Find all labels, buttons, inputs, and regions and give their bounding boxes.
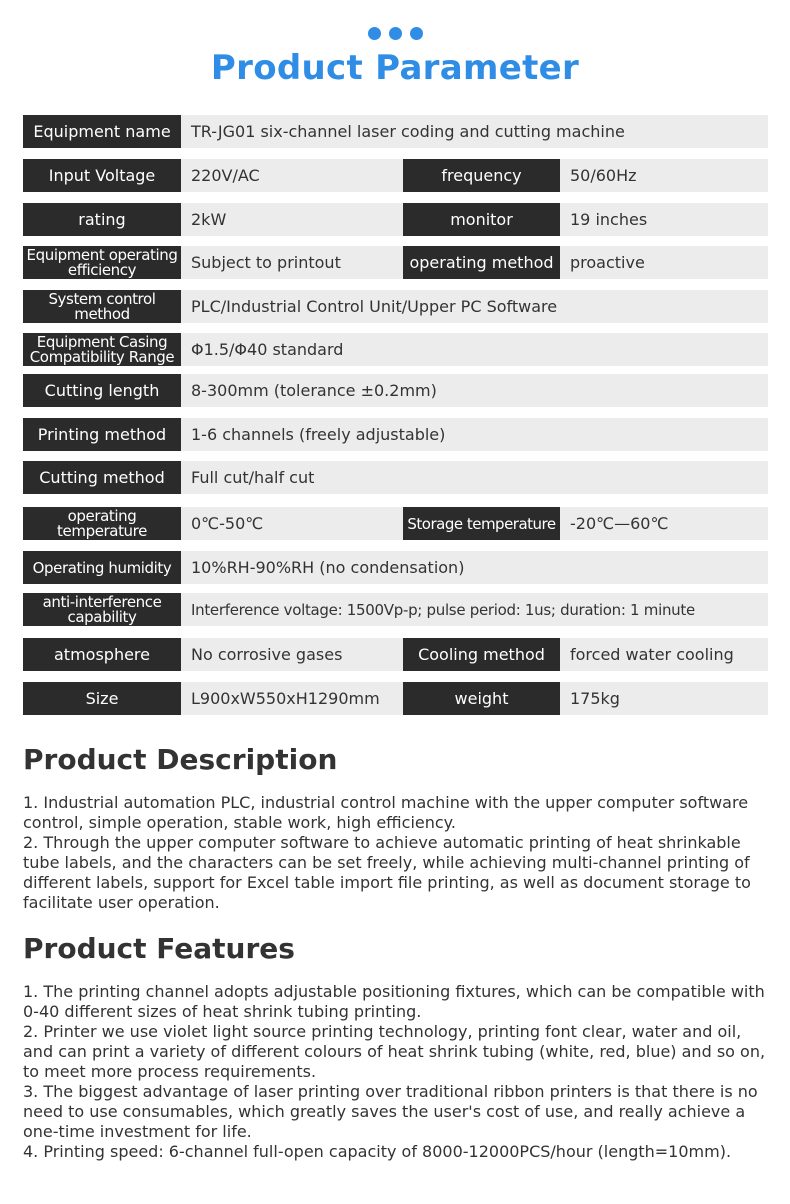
decorative-dots <box>0 27 790 40</box>
param-value: 175kg <box>560 682 768 715</box>
param-value: proactive <box>560 246 768 279</box>
table-row <box>23 461 768 494</box>
param-label: anti-interference capability <box>23 593 181 626</box>
param-label: Operating humidity <box>23 551 181 584</box>
features-text: 1. The printing channel adopts adjustable positioning fixtures, which can be compatible with 0-40 different sizes of heat shrink tubing printing. 2. Printer we use violet light source printing technology, printing font clear, water and oil, and can print a variety of different colours of heat shrink tubing (white, red, blue) and so on, to meet more process requirements. 3. The biggest advantage of laser printing over traditional ribbon printers is that there is no need to use consumables, which greatly saves the user's cost of use, and really achieve a one-time investment for life. 4. Printing speed: 6-channel full-open capacity of 8000-12000PCS/hour (length=10mm). <box>23 982 766 1161</box>
param-label: Storage temperature <box>403 507 560 540</box>
param-label: System control method <box>23 290 181 323</box>
dot <box>368 27 381 40</box>
param-value: PLC/Industrial Control Unit/Upper PC Software <box>181 290 768 323</box>
table-row <box>23 374 768 407</box>
param-label: weight <box>403 682 560 715</box>
param-label: operating temperature <box>23 507 181 540</box>
param-value: Φ1.5/Φ40 standard <box>181 333 768 366</box>
param-label: Printing method <box>23 418 181 451</box>
param-label: Equipment name <box>23 115 181 148</box>
param-value: L900xW550xH1290mm <box>181 682 403 715</box>
param-value: Subject to printout <box>181 246 403 279</box>
param-value: 1-6 channels (freely adjustable) <box>181 418 768 451</box>
table-row <box>23 203 768 236</box>
param-value: 10%RH-90%RH (no condensation) <box>181 551 768 584</box>
param-value: 0℃-50℃ <box>181 507 403 540</box>
param-value: 19 inches <box>560 203 768 236</box>
param-value: Interference voltage: 1500Vp-p; pulse period: 1us; duration: 1 minute <box>181 593 768 626</box>
param-label: Cutting method <box>23 461 181 494</box>
table-row <box>23 551 768 584</box>
dot <box>389 27 402 40</box>
table-row <box>23 593 768 626</box>
param-value: Full cut/half cut <box>181 461 768 494</box>
param-label: Size <box>23 682 181 715</box>
description-text: 1. Industrial automation PLC, industrial control machine with the upper computer software control, simple operation, stable work, high efficiency. 2. Through the upper computer software to achieve automatic printing of heat shrinkable tube labels, and the characters can be set freely, while achieving multi-channel printing of different labels, support for Excel table import file printing, as well as document storage to facilitate user operation. <box>23 793 751 912</box>
param-value: forced water cooling <box>560 638 768 671</box>
table-row <box>23 290 768 323</box>
param-label: monitor <box>403 203 560 236</box>
param-label: Equipment Casing Compatibility Range <box>23 333 181 366</box>
table-row <box>23 333 768 366</box>
param-value: No corrosive gases <box>181 638 403 671</box>
param-label: Cutting length <box>23 374 181 407</box>
param-value: 220V/AC <box>181 159 403 192</box>
param-value: 2kW <box>181 203 403 236</box>
features-title: Product Features <box>23 932 295 965</box>
table-row <box>23 682 768 715</box>
param-label: Input Voltage <box>23 159 181 192</box>
param-label: Equipment operating efficiency <box>23 246 181 279</box>
param-label: Cooling method <box>403 638 560 671</box>
table-row <box>23 418 768 451</box>
param-label: frequency <box>403 159 560 192</box>
param-value: 8-300mm (tolerance ±0.2mm) <box>181 374 768 407</box>
table-row <box>23 246 768 279</box>
table-row <box>23 115 768 148</box>
param-value: 50/60Hz <box>560 159 768 192</box>
param-value: TR-JG01 six-channel laser coding and cutting machine <box>181 115 768 148</box>
param-value: -20℃—60℃ <box>560 507 768 540</box>
table-row <box>23 638 768 671</box>
dot <box>410 27 423 40</box>
page-title: Product Parameter <box>210 48 580 88</box>
param-label: operating method <box>403 246 560 279</box>
param-label: atmosphere <box>23 638 181 671</box>
param-label: rating <box>23 203 181 236</box>
table-row <box>23 159 768 192</box>
table-row <box>23 507 768 540</box>
description-title: Product Description <box>23 743 338 776</box>
